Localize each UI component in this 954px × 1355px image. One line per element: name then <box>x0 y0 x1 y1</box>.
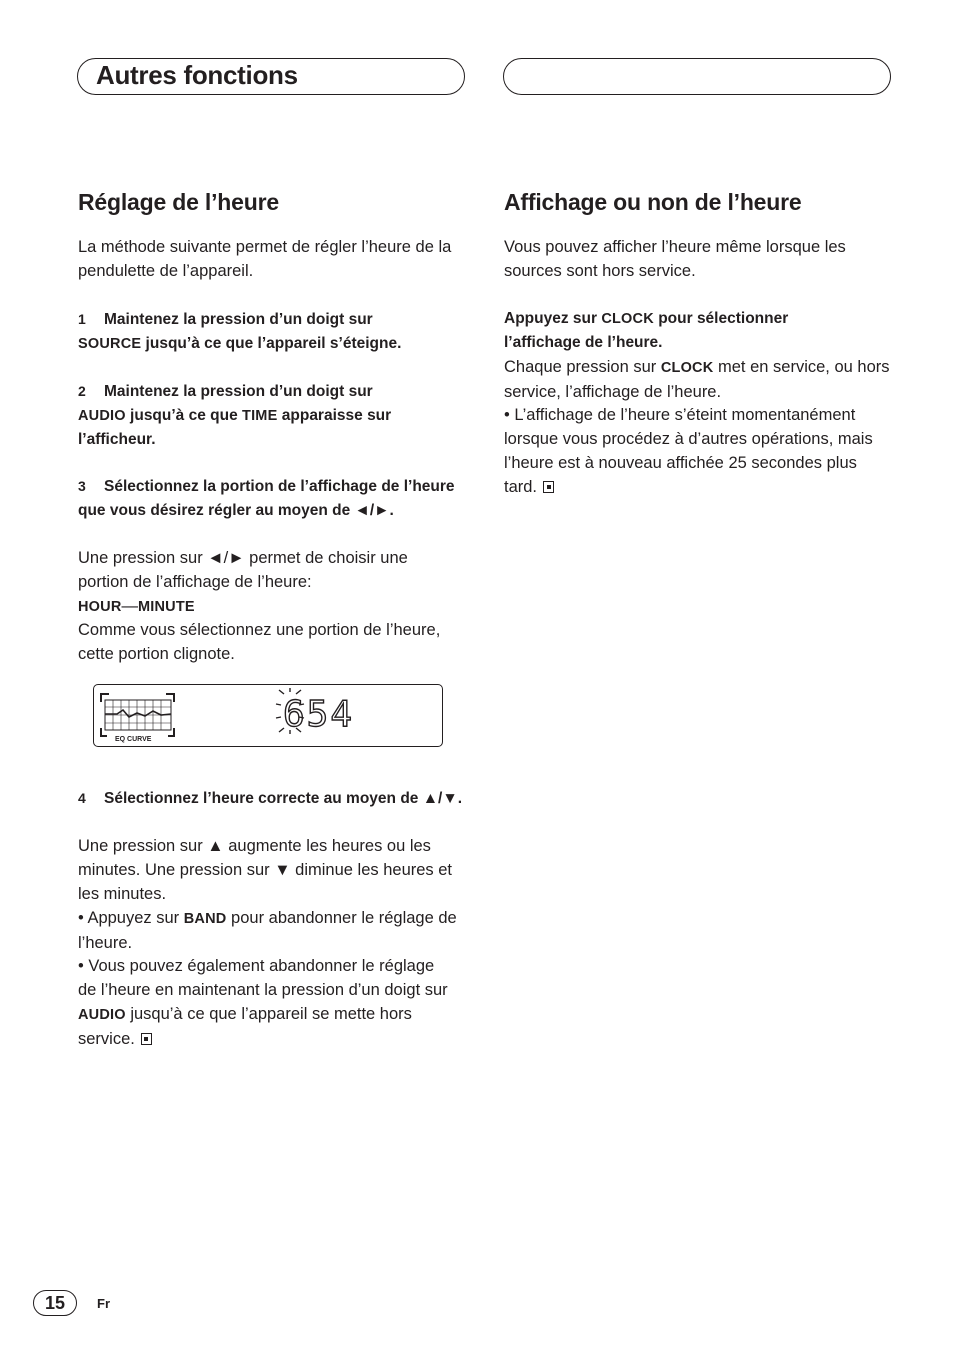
seq-minute: MINUTE <box>138 599 195 615</box>
step-3-sequence <box>78 594 473 619</box>
right-instruction <box>504 307 864 355</box>
end-mark-icon-right <box>543 481 554 493</box>
body-keyword: CLOCK <box>660 360 714 376</box>
step-4-bullet-1 <box>78 906 458 955</box>
bullet-1-b: pour abandonner le réglage de l’heure. <box>78 909 457 952</box>
language-code: Fr <box>97 1296 110 1311</box>
step-3-number: 3 <box>78 478 86 494</box>
eq-curve-icon <box>101 694 174 743</box>
lcd-display <box>93 684 443 747</box>
end-mark-icon <box>141 1033 152 1045</box>
bullet-2-b: jusqu’à ce que l’appareil se mette hors service. <box>78 1005 412 1048</box>
seq-hour: HOUR <box>78 599 122 615</box>
instr-a: Appuyez sur <box>504 310 602 327</box>
step-1-keyword: SOURCE <box>78 336 142 352</box>
page-number: 15 <box>33 1290 77 1316</box>
step-4-text: Sélectionnez l’heure correcte au moyen de ▲/▼. <box>104 790 463 807</box>
step-2-text-a: Maintenez la pression d’un doigt sur <box>104 383 373 400</box>
body-a: Chaque pression sur <box>504 358 661 376</box>
lcd-illustration <box>93 684 443 747</box>
seq-sep: — <box>121 597 138 615</box>
right-heading: Affichage ou non de l’heure <box>504 189 802 215</box>
right-intro: Vous pouvez afficher l’heure même lorsque les sources sont hors service. <box>504 238 846 280</box>
bullet-1-a: • Appuyez sur <box>78 909 184 927</box>
step-3-body-1: Une pression sur ◄/► permet de choisir une portion de l’affichage de l’heure: <box>78 549 408 591</box>
step-2-text-b: jusqu’à ce que <box>125 407 243 424</box>
bullet-2-keyword: AUDIO <box>78 1007 126 1023</box>
left-heading: Réglage de l’heure <box>78 189 279 215</box>
right-body <box>504 355 894 404</box>
step-2-text-c: apparaisse sur l’afficheur. <box>78 407 392 448</box>
eq-curve-label: EQ CURVE <box>115 736 152 743</box>
section-header <box>77 58 465 95</box>
step-2-keyword-audio: AUDIO <box>78 408 126 424</box>
bullet-1-keyword: BAND <box>183 911 227 927</box>
step-1-text-a: Maintenez la pression d’un doigt sur <box>104 311 373 328</box>
bullet-2-a: • Vous pouvez également abandonner le réglage de l’heure en maintenant la pression d’un doigt sur <box>78 957 448 999</box>
right-bullet-text: • L’affichage de l’heure s’éteint momentanément lorsque vous procédez à d’autres opérations, mais l’heure est à nouveau affichée 25 secondes plus tard. <box>504 406 873 496</box>
step-4 <box>78 786 468 811</box>
section-title: Autres fonctions <box>96 60 298 90</box>
step-2 <box>78 379 468 452</box>
empty-header-box <box>503 58 891 95</box>
body-b: met en service, ou hors service, l’affichage de l’heure. <box>504 358 890 401</box>
step-1 <box>78 307 468 356</box>
step-4-body-1: Une pression sur ▲ augmente les heures ou les minutes. Une pression sur ▼ diminue les heures et les minutes. <box>78 837 453 903</box>
right-bullet <box>504 403 874 499</box>
lcd-digits: 654 <box>283 694 355 735</box>
step-4-number: 4 <box>78 790 86 806</box>
step-1-text-b: jusqu’à ce que l’appareil s’éteigne. <box>141 335 402 352</box>
step-4-bullet-2 <box>78 954 456 1051</box>
left-intro: La méthode suivante permet de régler l’heure de la pendulette de l’appareil. <box>78 238 452 280</box>
step-2-number: 2 <box>78 383 86 399</box>
instr-keyword: CLOCK <box>601 311 654 327</box>
step-3 <box>78 474 463 523</box>
step-3-body-2: Comme vous sélectionnez une portion de l’heure, cette portion clignote. <box>78 621 441 663</box>
step-3-text: Sélectionnez la portion de l’affichage de l’heure que vous désirez régler au moyen de ◄/►. <box>78 478 455 519</box>
instr-b: pour sélectionner l’affichage de l’heure. <box>504 310 789 351</box>
step-2-keyword-time: TIME <box>242 408 278 424</box>
step-1-number: 1 <box>78 311 86 327</box>
